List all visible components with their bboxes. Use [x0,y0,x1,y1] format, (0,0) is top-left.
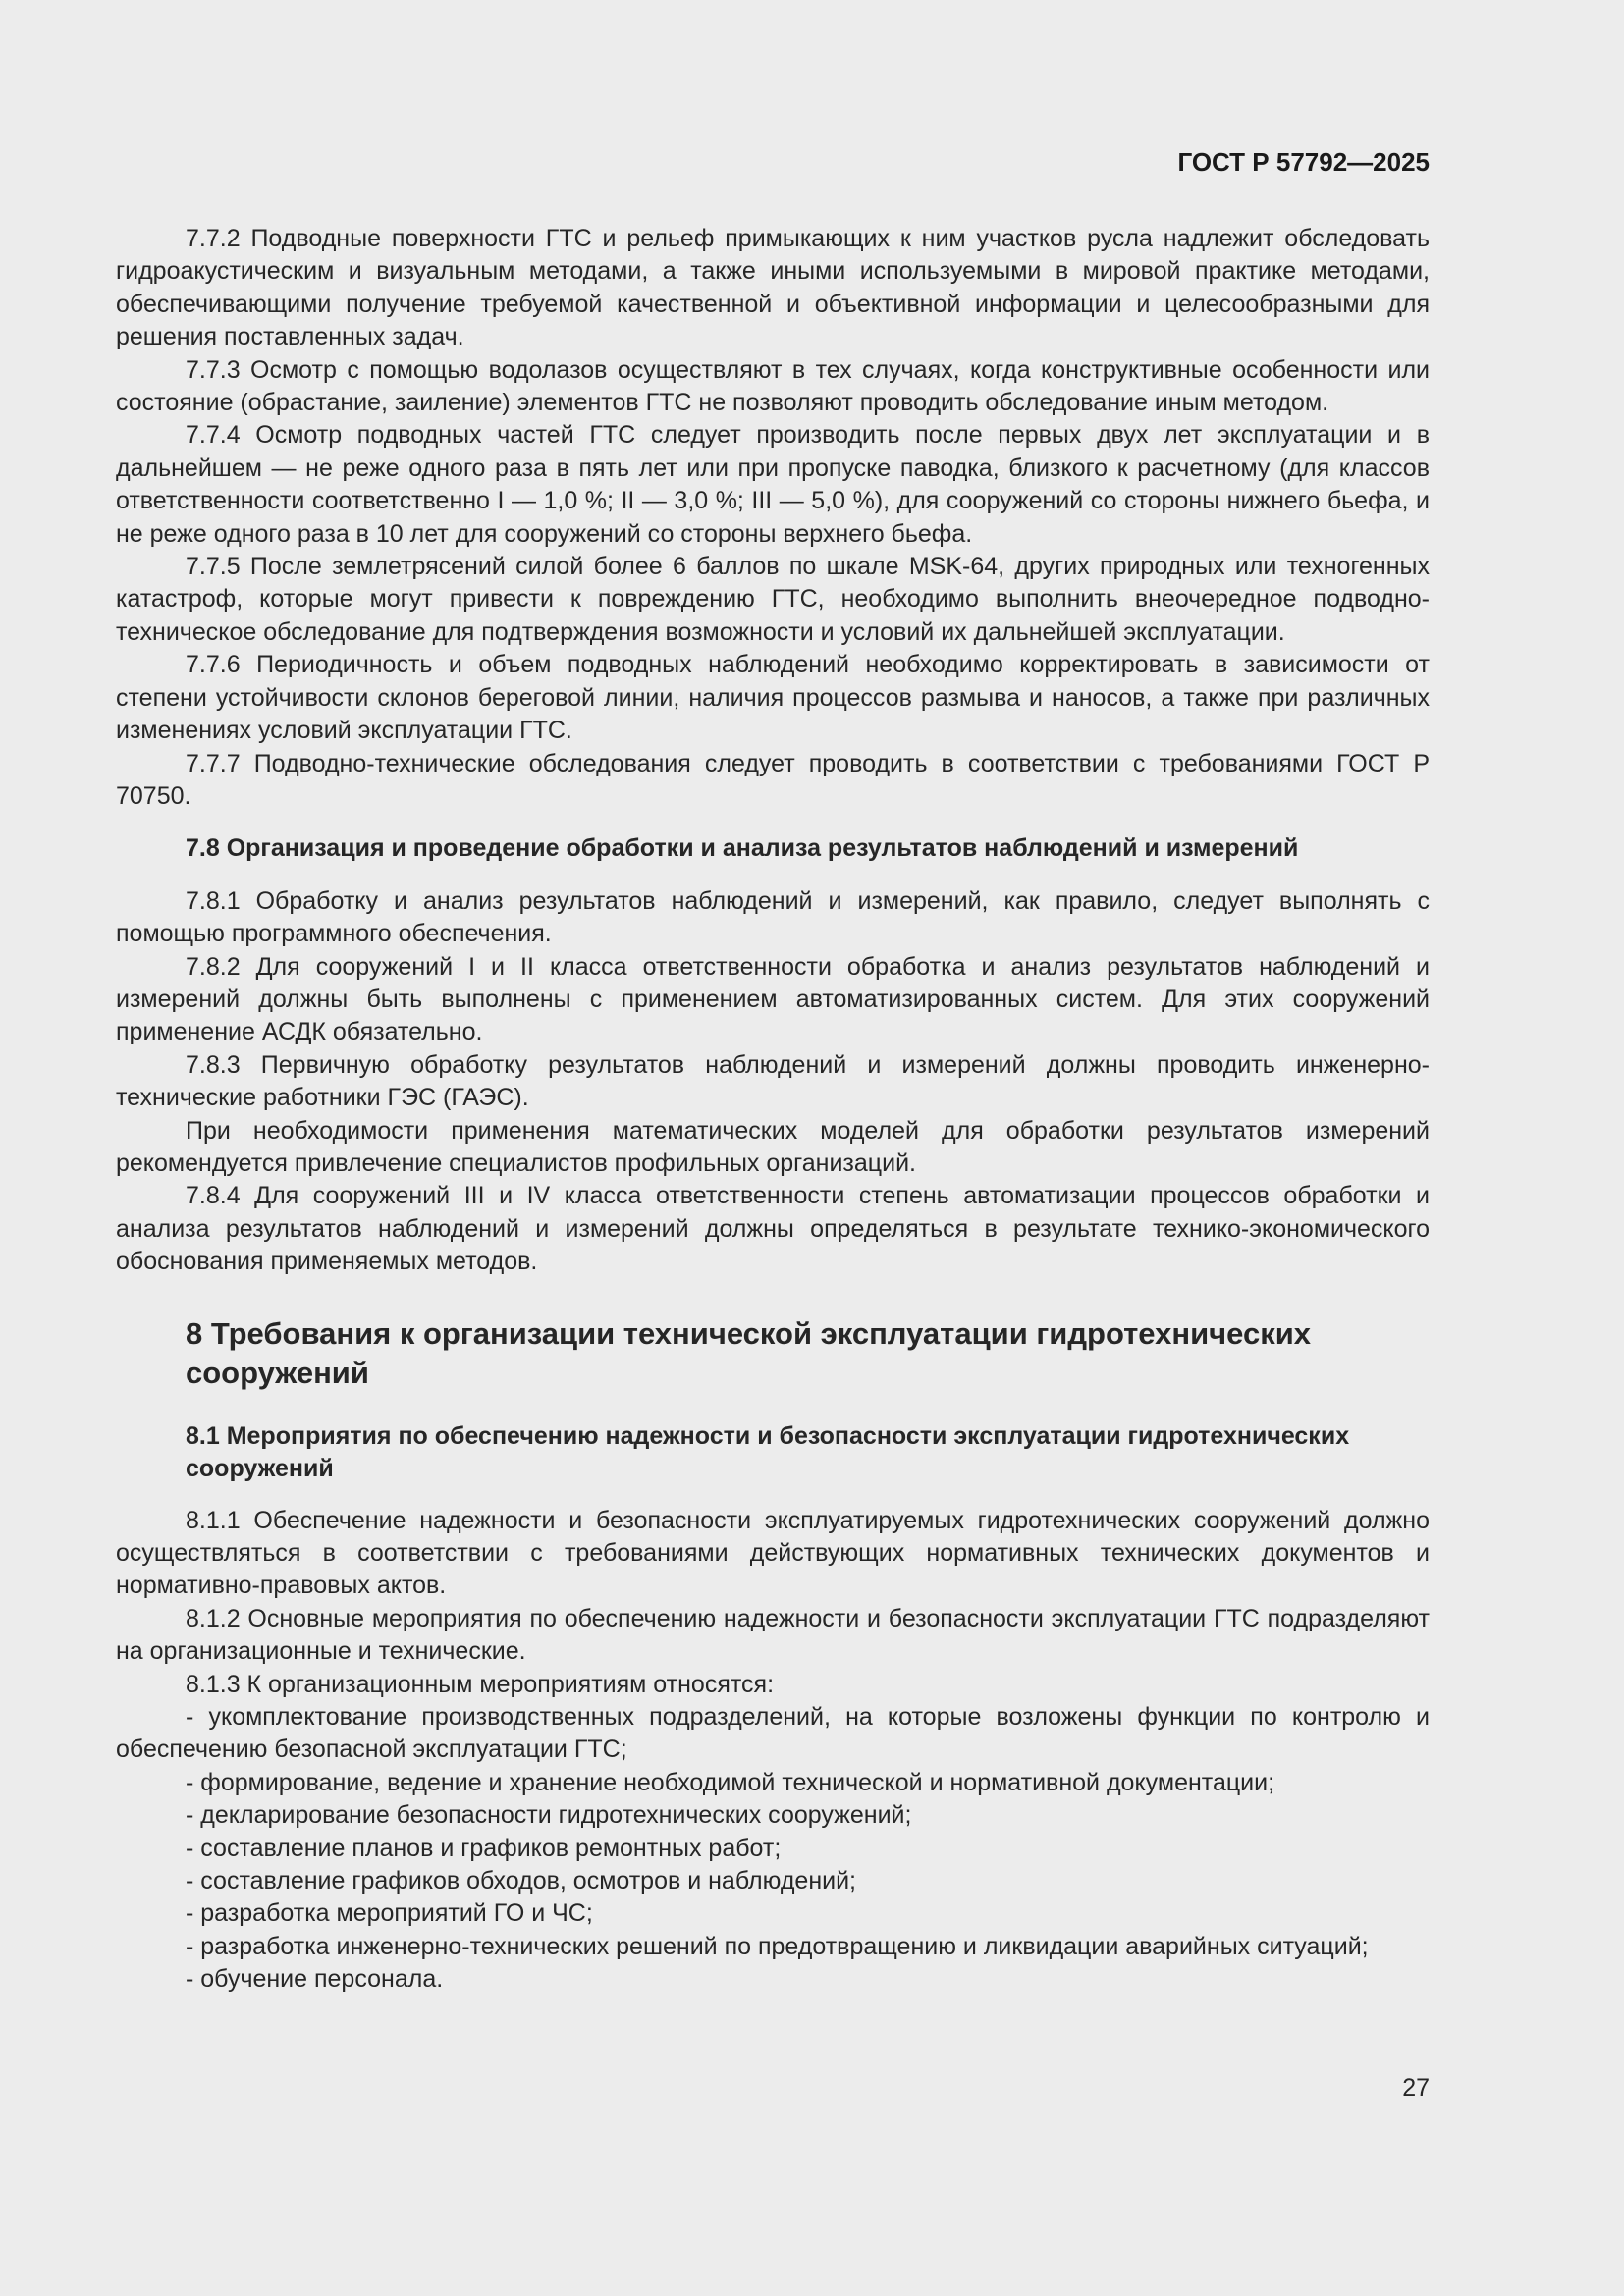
subsection-heading-8-1: 8.1 Мероприятия по обеспечению надежности и безопасности эксплуатации гидротехнических сооружений [186,1421,1350,1482]
list-item: - составление графиков обходов, осмотров и наблюдений; [186,1867,856,1896]
list-item: - разработка инженерно-технических решений по предотвращению и ликвидации аварийных ситуаций; [186,1932,1369,1960]
subheading-7-8: 7.8 Организация и проведение обработки и анализа результатов наблюдений и измерений [186,834,1299,863]
paragraph-7-8-3-note: При необходимости применения математических моделей для обработки результатов измерений рекомендуется привлечение специалистов профильных организаций. [116,1116,1430,1177]
document-header: ГОСТ Р 57792—2025 [1177,147,1430,177]
paragraph-7-7-2: 7.7.2 Подводные поверхности ГТС и рельеф примыкающих к ним участков русла надлежит обследовать гидроакустическим и визуальным методами, а также иными используемыми в мировой практике методами, обеспечивающими получение требуемой качественной и объективной информации и целесообразными для решения поставленных задач. [116,225,1430,351]
organizational-measures-list [116,1701,1430,1997]
page-number: 27 [1402,2074,1430,2102]
document-body [116,223,1430,1997]
list-item: - укомплектование производственных подразделений, на которые возложены функции по контролю и обеспечению безопасной эксплуатации ГТС; [116,1703,1430,1764]
paragraph-7-8-1: 7.8.1 Обработку и анализ результатов наблюдений и измерений, как правило, следует выполнять с помощью программного обеспечения. [116,886,1430,948]
list-item: - составление планов и графиков ремонтных работ; [186,1834,782,1862]
paragraph-7-7-6: 7.7.6 Периодичность и объем подводных наблюдений необходимо корректировать в зависимости от степени устойчивости склонов береговой линии, наличия процессов размыва и наносов, а также при различных изменениях условий эксплуатации ГТС. [116,651,1430,745]
paragraph-7-7-3: 7.7.3 Осмотр с помощью водолазов осуществляют в тех случаях, когда конструктивные особенности или состояние (обрастание, заиление) элементов ГТС не позволяют проводить обследование иным методом. [116,355,1430,417]
list-item: - обучение персонала. [186,1965,444,1994]
list-item: - разработка мероприятий ГО и ЧС; [186,1899,593,1928]
paragraph-7-7-4: 7.7.4 Осмотр подводных частей ГТС следует производить после первых двух лет эксплуатации и в дальнейшем — не реже одного раза в пять лет или при пропуске паводка, близкого к расчетному (для классов ответственности соответственно I — 1,0 %; II — 3,0 %; III — 5,0 %), для сооружений со стороны нижнего бьефа, и не реже одного раза в 10 лет для сооружений со стороны верхнего бьефа. [116,421,1430,548]
paragraph-7-7-5: 7.7.5 После землетрясений силой более 6 баллов по шкале MSK-64, других природных или техногенных катастроф, которые могут привести к повреждению ГТС, необходимо выполнить внеочередное подводно-техническое обследование для подтверждения возможности и условий их дальнейшей эксплуатации. [116,553,1430,646]
paragraph-7-8-2: 7.8.2 Для сооружений I и II класса ответственности обработка и анализ результатов наблюдений и измерений должны быть выполнены с применением автоматизированных систем. Для этих сооружений применение АСДК обязательно. [116,952,1430,1046]
paragraph-8-1-3: 8.1.3 К организационным мероприятиям относятся: [186,1670,775,1698]
section-heading-8: 8 Требования к организации технической эксплуатации гидротехнических сооружений [186,1315,1312,1390]
paragraph-7-7-7: 7.7.7 Подводно-технические обследования следует проводить в соответствии с требованиями ГОСТ Р 70750. [116,749,1430,810]
paragraph-8-1-2: 8.1.2 Основные мероприятия по обеспечению надежности и безопасности эксплуатации ГТС подразделяют на организационные и технические. [116,1604,1430,1666]
paragraph-8-1-1: 8.1.1 Обеспечение надежности и безопасности эксплуатируемых гидротехнических сооружений должно осуществляться в соответствии с требованиями действующих нормативных технических документов и нормативно-правовых актов. [116,1506,1430,1600]
paragraph-7-8-4: 7.8.4 Для сооружений III и IV класса ответственности степень автоматизации процессов обработки и анализа результатов наблюдений и измерений должны определяться в результате технико-экономического обоснования применяемых методов. [116,1182,1430,1276]
list-item: - декларирование безопасности гидротехнических сооружений; [186,1801,912,1830]
list-item: - формирование, ведение и хранение необходимой технической и нормативной документации; [186,1768,1275,1796]
paragraph-7-8-3: 7.8.3 Первичную обработку результатов наблюдений и измерений должны проводить инженерно-технические работники ГЭС (ГАЭС). [116,1050,1430,1112]
